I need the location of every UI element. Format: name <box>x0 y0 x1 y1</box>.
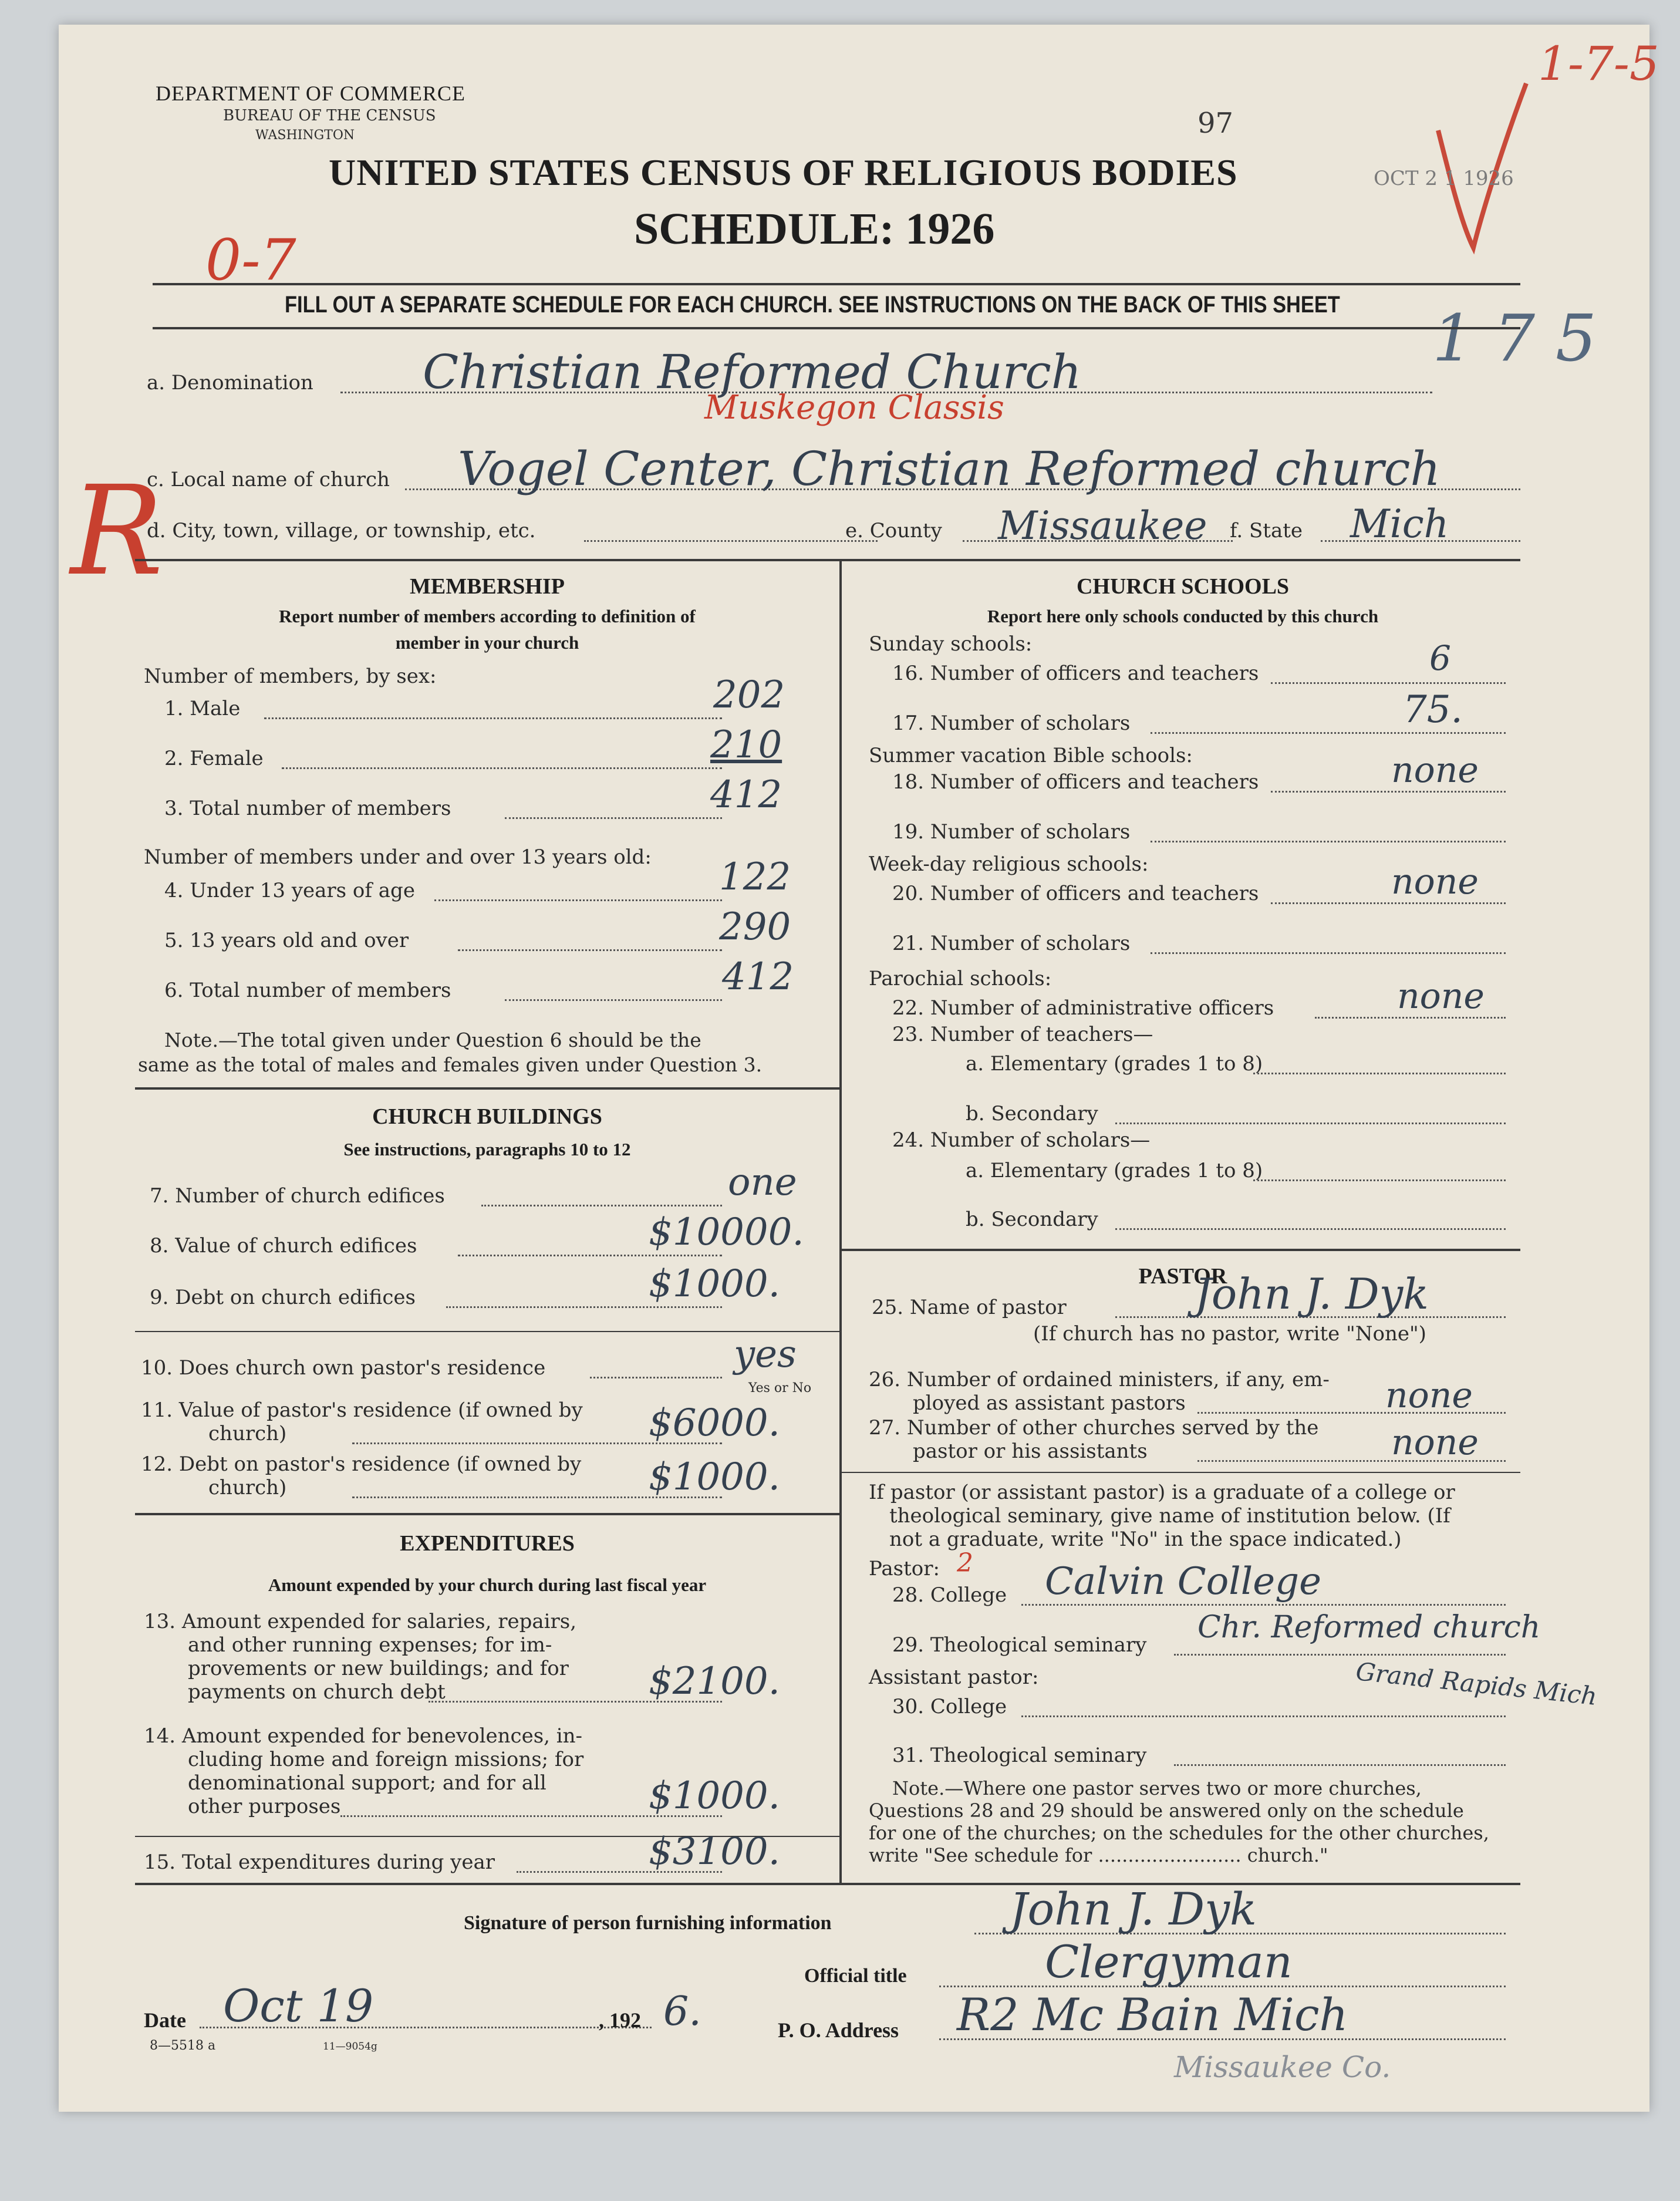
q5-label: 5. 13 years old and over <box>164 929 409 952</box>
schools-subtitle: Report here only schools conducted by this church <box>987 606 1379 626</box>
q4-label: 4. Under 13 years of age <box>164 879 415 902</box>
q3-label: 3. Total number of members <box>164 797 451 820</box>
q26-line-2: ployed as assistant pastors <box>913 1391 1186 1415</box>
pastor-sub-label: Pastor: <box>869 1557 940 1580</box>
q10-value[interactable]: yes <box>734 1333 797 1376</box>
pastor-sub-mark: 2 <box>957 1548 973 1578</box>
q13-value[interactable]: $2100. <box>649 1660 780 1703</box>
schools-rule <box>839 1249 1520 1251</box>
q24a-line <box>1253 1179 1506 1181</box>
q14-line-2: cluding home and foreign missions; for <box>188 1748 584 1771</box>
column-divider <box>839 559 842 1883</box>
margin-mark-r: R <box>70 459 164 603</box>
q5-line <box>458 949 722 951</box>
q10-line <box>590 1377 722 1378</box>
q11-value[interactable]: $6000. <box>649 1401 780 1445</box>
weekday-schools-label: Week-day religious schools: <box>869 852 1149 876</box>
q26-value[interactable]: none <box>1385 1375 1473 1416</box>
annotation-right: 1 7 5 <box>1432 301 1597 376</box>
q28-value[interactable]: Calvin College <box>1045 1560 1321 1603</box>
q11-label: 11. Value of pastor's residence (if owned by <box>141 1398 583 1422</box>
po-address-label: P. O. Address <box>778 2018 899 2042</box>
buildings-title: CHURCH BUILDINGS <box>372 1104 602 1129</box>
city-label: WASHINGTON <box>255 128 355 143</box>
department-label: DEPARTMENT OF COMMERCE <box>156 82 465 105</box>
sunday-schools-label: Sunday schools: <box>869 632 1033 656</box>
annotation-left: 0-7 <box>205 227 296 293</box>
q20-value[interactable]: none <box>1391 861 1479 902</box>
classis-note: Muskegon Classis <box>704 389 1004 427</box>
local-name-value[interactable]: Vogel Center, Christian Reformed church <box>458 441 1441 496</box>
state-label: f. State <box>1230 519 1303 542</box>
q1-value[interactable]: 202 <box>713 673 785 717</box>
q14-line-1: 14. Amount expended for benevolences, in- <box>144 1724 583 1748</box>
q6-label: 6. Total number of members <box>164 979 451 1002</box>
q21-line <box>1151 952 1506 954</box>
q21-label: 21. Number of scholars <box>892 932 1131 955</box>
header-rule-top <box>153 283 1520 285</box>
q18-value[interactable]: none <box>1391 750 1479 791</box>
pastor-note-2: Questions 28 and 29 should be answered only on the schedule <box>869 1799 1464 1822</box>
q31-line <box>1174 1764 1506 1766</box>
q24b-line <box>1115 1228 1506 1230</box>
q12-label: 12. Debt on pastor's residence (if owned by <box>141 1452 582 1476</box>
yes-no-hint: Yes or No <box>748 1381 812 1396</box>
year-prefix: , 192 <box>599 2008 641 2032</box>
q27-line-2: pastor or his assistants <box>913 1440 1148 1463</box>
city-line <box>584 540 878 542</box>
schedule-title: SCHEDULE: 1926 <box>634 204 995 254</box>
buildings-rule <box>135 1513 839 1515</box>
q9-label: 9. Debt on church edifices <box>150 1286 416 1309</box>
county-note: Missaukee Co. <box>1174 2050 1391 2084</box>
q29-line <box>1174 1654 1506 1656</box>
buildings-subtitle: See instructions, paragraphs 10 to 12 <box>343 1139 631 1160</box>
po-address-value[interactable]: R2 Mc Bain Mich <box>957 1988 1348 2041</box>
q23a-line <box>1253 1073 1506 1074</box>
q28-line <box>1021 1604 1506 1606</box>
date-label: Date <box>144 2008 186 2032</box>
stamp-number: 97 <box>1197 107 1234 140</box>
buildings-mid-rule <box>135 1331 839 1332</box>
bottom-section-rule <box>135 1883 1520 1885</box>
q2-label: 2. Female <box>164 747 264 770</box>
q14-line-4: other purposes <box>188 1795 341 1818</box>
membership-title: MEMBERSHIP <box>410 574 565 599</box>
pastor-note-3: for one of the churches; on the schedules for the other churches, <box>869 1822 1489 1844</box>
q28-label: 28. College <box>892 1583 1007 1607</box>
q24-label: 24. Number of scholars— <box>892 1128 1151 1152</box>
membership-rule <box>135 1087 839 1090</box>
q10-label: 10. Does church own pastor's residence <box>141 1356 546 1380</box>
census-title: UNITED STATES CENSUS OF RELIGIOUS BODIES <box>329 151 1238 193</box>
bureau-label: BUREAU OF THE CENSUS <box>223 107 436 124</box>
q14-line-3: denominational support; and for all <box>188 1771 546 1795</box>
membership-note-1: Note.—The total given under Question 6 should be the <box>164 1029 701 1051</box>
pastor-mid-rule <box>839 1472 1520 1473</box>
q27-value[interactable]: none <box>1391 1422 1479 1463</box>
annotation-top-right: 1-7-5 <box>1538 36 1659 91</box>
q1-line <box>264 717 722 719</box>
denomination-label: a. Denomination <box>147 371 313 395</box>
q22-value[interactable]: none <box>1397 976 1485 1017</box>
q6-line <box>505 999 722 1001</box>
q23b-label: b. Secondary <box>966 1102 1098 1125</box>
date-stamp: OCT 2 1 1926 <box>1374 167 1514 190</box>
parochial-schools-label: Parochial schools: <box>869 967 1052 990</box>
red-check-mark <box>1426 72 1532 259</box>
q17-line <box>1151 732 1506 734</box>
q30-line <box>1021 1715 1506 1717</box>
q13-line-1: 13. Amount expended for salaries, repairs, <box>144 1610 577 1633</box>
membership-subtitle-1: Report number of members according to definition of <box>279 606 696 626</box>
pastor-name-value[interactable]: John J. Dyk <box>1195 1269 1429 1319</box>
q22-line <box>1315 1017 1506 1019</box>
signature-label: Signature of person furnishing information <box>464 1912 832 1934</box>
q23b-line <box>1115 1123 1506 1124</box>
q24a-label: a. Elementary (grades 1 to 8) <box>966 1159 1263 1182</box>
q3-line <box>505 817 722 819</box>
q7-value[interactable]: one <box>728 1161 797 1204</box>
q2-value[interactable]: 210 <box>710 723 782 767</box>
pastor-title: PASTOR <box>1138 1264 1227 1289</box>
q22-label: 22. Number of administrative officers <box>892 996 1274 1020</box>
assistant-pastor-label: Assistant pastor: <box>869 1666 1039 1689</box>
q12-church: church) <box>208 1476 287 1499</box>
q8-value[interactable]: $10000. <box>649 1211 804 1254</box>
schools-title: CHURCH SCHOOLS <box>1076 574 1290 599</box>
q20-line <box>1271 902 1506 904</box>
q9-line <box>446 1306 722 1308</box>
q13-line-4: payments on church debt <box>188 1680 446 1704</box>
q25-label: 25. Name of pastor <box>872 1296 1067 1319</box>
q8-line <box>458 1255 722 1256</box>
identity-rule <box>135 559 1520 561</box>
date-value[interactable]: Oct 19 <box>223 1980 374 2032</box>
q16-value[interactable]: 6 <box>1429 638 1451 678</box>
denomination-value[interactable]: Christian Reformed Church <box>423 345 1082 399</box>
q8-label: 8. Value of church edifices <box>150 1234 417 1258</box>
summer-schools-label: Summer vacation Bible schools: <box>869 744 1193 767</box>
q4-value[interactable]: 122 <box>719 855 791 899</box>
q16-label: 16. Number of officers and teachers <box>892 662 1259 685</box>
q17-label: 17. Number of scholars <box>892 712 1131 735</box>
local-name-label: c. Local name of church <box>147 468 390 491</box>
q14-value[interactable]: $1000. <box>649 1774 780 1818</box>
membership-note-2: same as the total of males and females given under Question 3. <box>138 1053 763 1076</box>
q20-label: 20. Number of officers and teachers <box>892 882 1259 905</box>
q31-label: 31. Theological seminary <box>892 1744 1147 1767</box>
county-value[interactable]: Missaukee <box>998 503 1207 548</box>
q3-value[interactable]: 412 <box>710 773 782 817</box>
q5-value[interactable]: 290 <box>719 905 791 949</box>
q29-value-1[interactable]: Chr. Reformed church <box>1197 1610 1541 1645</box>
pastor-note-1: Note.—Where one pastor serves two or more churches, <box>892 1777 1422 1799</box>
q12-value[interactable]: $1000. <box>649 1455 780 1499</box>
q2-line <box>282 767 722 769</box>
state-value[interactable]: Mich <box>1350 501 1449 547</box>
membership-subtitle-2: member in your church <box>395 632 579 653</box>
members-under-over-label: Number of members under and over 13 years old: <box>144 845 652 869</box>
grad-line-1: If pastor (or assistant pastor) is a graduate of a college or <box>869 1481 1455 1504</box>
q30-label: 30. College <box>892 1695 1007 1718</box>
q13-line-2: and other running expenses; for im- <box>188 1633 552 1657</box>
official-title-label: Official title <box>804 1965 907 1987</box>
q18-label: 18. Number of officers and teachers <box>892 770 1259 794</box>
county-label: e. County <box>845 519 942 542</box>
q29-value-2[interactable]: Grand Rapids Mich <box>1354 1657 1599 1711</box>
year-digit[interactable]: 6. <box>663 1988 701 2035</box>
official-title-value[interactable]: Clergyman <box>1045 1936 1293 1988</box>
signature-value[interactable]: John J. Dyk <box>1010 1883 1257 1935</box>
header-rule-bottom <box>153 327 1520 329</box>
q11-church: church) <box>208 1422 287 1445</box>
q7-label: 7. Number of church edifices <box>150 1184 445 1208</box>
q17-value[interactable]: 75. <box>1403 688 1463 732</box>
q19-label: 19. Number of scholars <box>892 820 1131 844</box>
q4-line <box>434 899 722 901</box>
q24b-label: b. Secondary <box>966 1208 1098 1231</box>
instruction-line: FILL OUT A SEPARATE SCHEDULE FOR EACH CHURCH. SEE INSTRUCTIONS ON THE BACK OF THIS SHEET <box>285 292 1340 318</box>
print-number: 11—9054g <box>323 2041 377 2052</box>
q26-line-1: 26. Number of ordained ministers, if any, em- <box>869 1368 1330 1391</box>
q13-line-3: provements or new buildings; and for <box>188 1657 569 1680</box>
q23-label: 23. Number of teachers— <box>892 1023 1153 1046</box>
q7-line <box>481 1205 722 1206</box>
q6-value[interactable]: 412 <box>722 955 794 999</box>
q27-line-1: 27. Number of other churches served by the <box>869 1416 1319 1440</box>
q29-label: 29. Theological seminary <box>892 1633 1147 1657</box>
q16-line <box>1271 682 1506 684</box>
members-by-sex-label: Number of members, by sex: <box>144 665 437 688</box>
census-schedule-sheet <box>59 25 1659 2112</box>
q23a-label: a. Elementary (grades 1 to 8) <box>966 1052 1263 1076</box>
q25-hint: (If church has no pastor, write "None") <box>1033 1322 1426 1346</box>
grad-line-3: not a graduate, write "No" in the space indicated.) <box>889 1528 1402 1551</box>
grad-line-2: theological seminary, give name of institution below. (If <box>889 1504 1450 1528</box>
form-number: 8—5518 a <box>150 2038 216 2053</box>
q18-line <box>1271 791 1506 793</box>
city-label-field: d. City, town, village, or township, etc. <box>147 519 536 542</box>
q9-value[interactable]: $1000. <box>649 1262 780 1306</box>
q15-value[interactable]: $3100. <box>649 1830 780 1873</box>
q19-line <box>1151 841 1506 842</box>
q1-label: 1. Male <box>164 697 241 720</box>
expenditures-subtitle: Amount expended by your church during last fiscal year <box>268 1575 707 1595</box>
q15-label: 15. Total expenditures during year <box>144 1851 495 1874</box>
pastor-note-4: write "See schedule for ........................ church." <box>869 1844 1328 1866</box>
expenditures-title: EXPENDITURES <box>400 1531 575 1556</box>
